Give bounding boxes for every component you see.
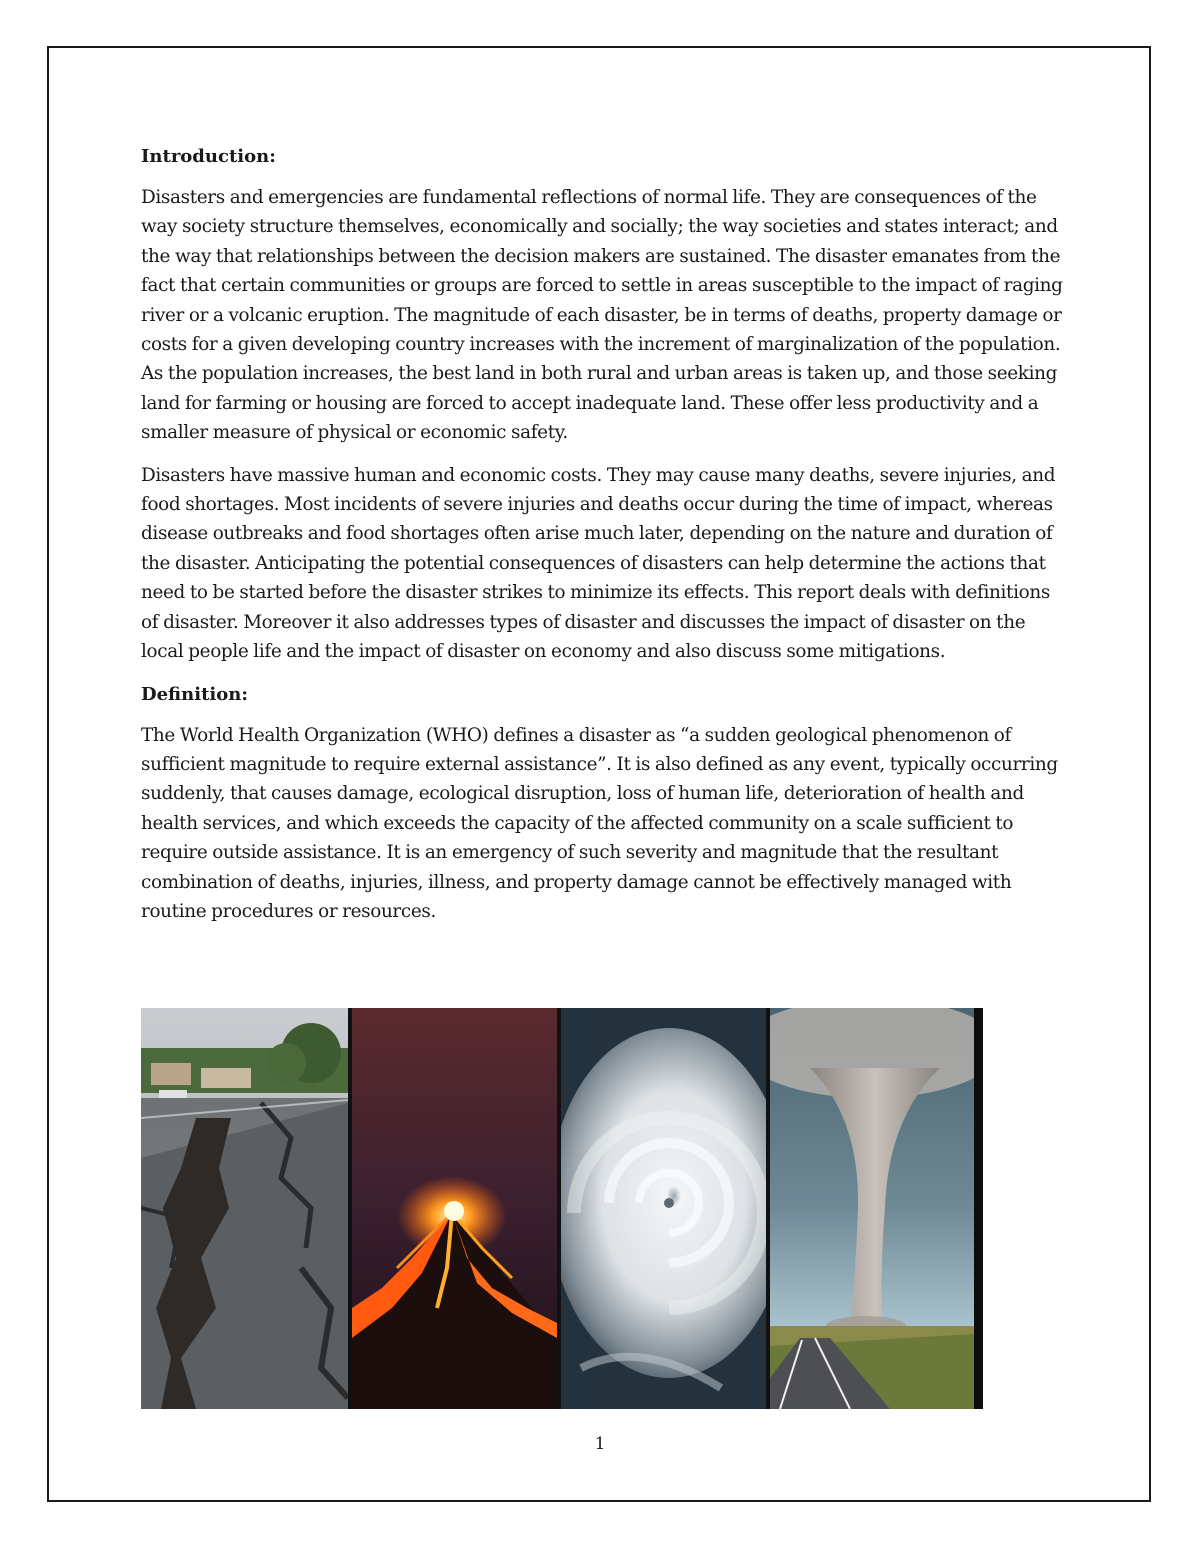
volcano-eruption-icon: [352, 1008, 557, 1409]
definition-heading: Definition:: [141, 683, 248, 705]
hurricane-satellite-icon: [561, 1008, 766, 1409]
page-number: 1: [594, 1434, 606, 1454]
introduction-paragraph-2: Disasters have massive human and economic costs. They may cause many deaths, severe injuries, and food shortages. Most incidents of severe injuries and deaths occur during the time of impact, whereas disease outbreaks and food shortages often arise much later, depending on the nature and duration of the disaster. Anticipating the potential consequences of disasters can help determine the actions that need to be started before the disaster strikes to minimize its effects. This report deals with definitions of disaster. Moreover it also addresses types of disaster and discusses the impact of disaster on the local people life and the impact of disaster on economy and also discuss some mitigations.: [141, 464, 1056, 663]
introduction-heading: Introduction:: [141, 146, 276, 167]
earthquake-crack-icon: [141, 1008, 348, 1409]
disaster-image-collage: [141, 1008, 983, 1409]
definition-paragraph: The World Health Organization (WHO) defines a disaster as “a sudden geological phenomenon of sufficient magnitude to require external assistance”. It is also defined as any event, typically occurring suddenly, that causes damage, ecological disruption, loss of human life, deterioration of health and health services, and which exceeds the capacity of the affected community on a scale sufficient to require outside assistance. It is an emergency of such severity and magnitude that the resultant combination of deaths, injuries, illness, and property damage cannot be effectively managed with routine procedures or resources.: [141, 724, 1058, 922]
tornado-icon: [770, 1008, 974, 1409]
introduction-paragraph-1: Disasters and emergencies are fundamental reflections of normal life. They are consequences of the way society structure themselves, economically and socially; the way societies and states interact; and the way that relationships between the decision makers are sustained. The disaster emanates from the fact that certain communities or groups are forced to settle in areas susceptible to the impact of raging river or a volcanic eruption. The magnitude of each disaster, be in terms of deaths, property damage or costs for a given developing country increases with the increment of marginalization of the population. As the population increases, the best land in both rural and urban areas is taken up, and those seeking land for farming or housing are forced to accept inadequate land. These offer less productivity and a smaller measure of physical or economic safety.: [141, 187, 1063, 444]
document-body: [141, 142, 1071, 939]
